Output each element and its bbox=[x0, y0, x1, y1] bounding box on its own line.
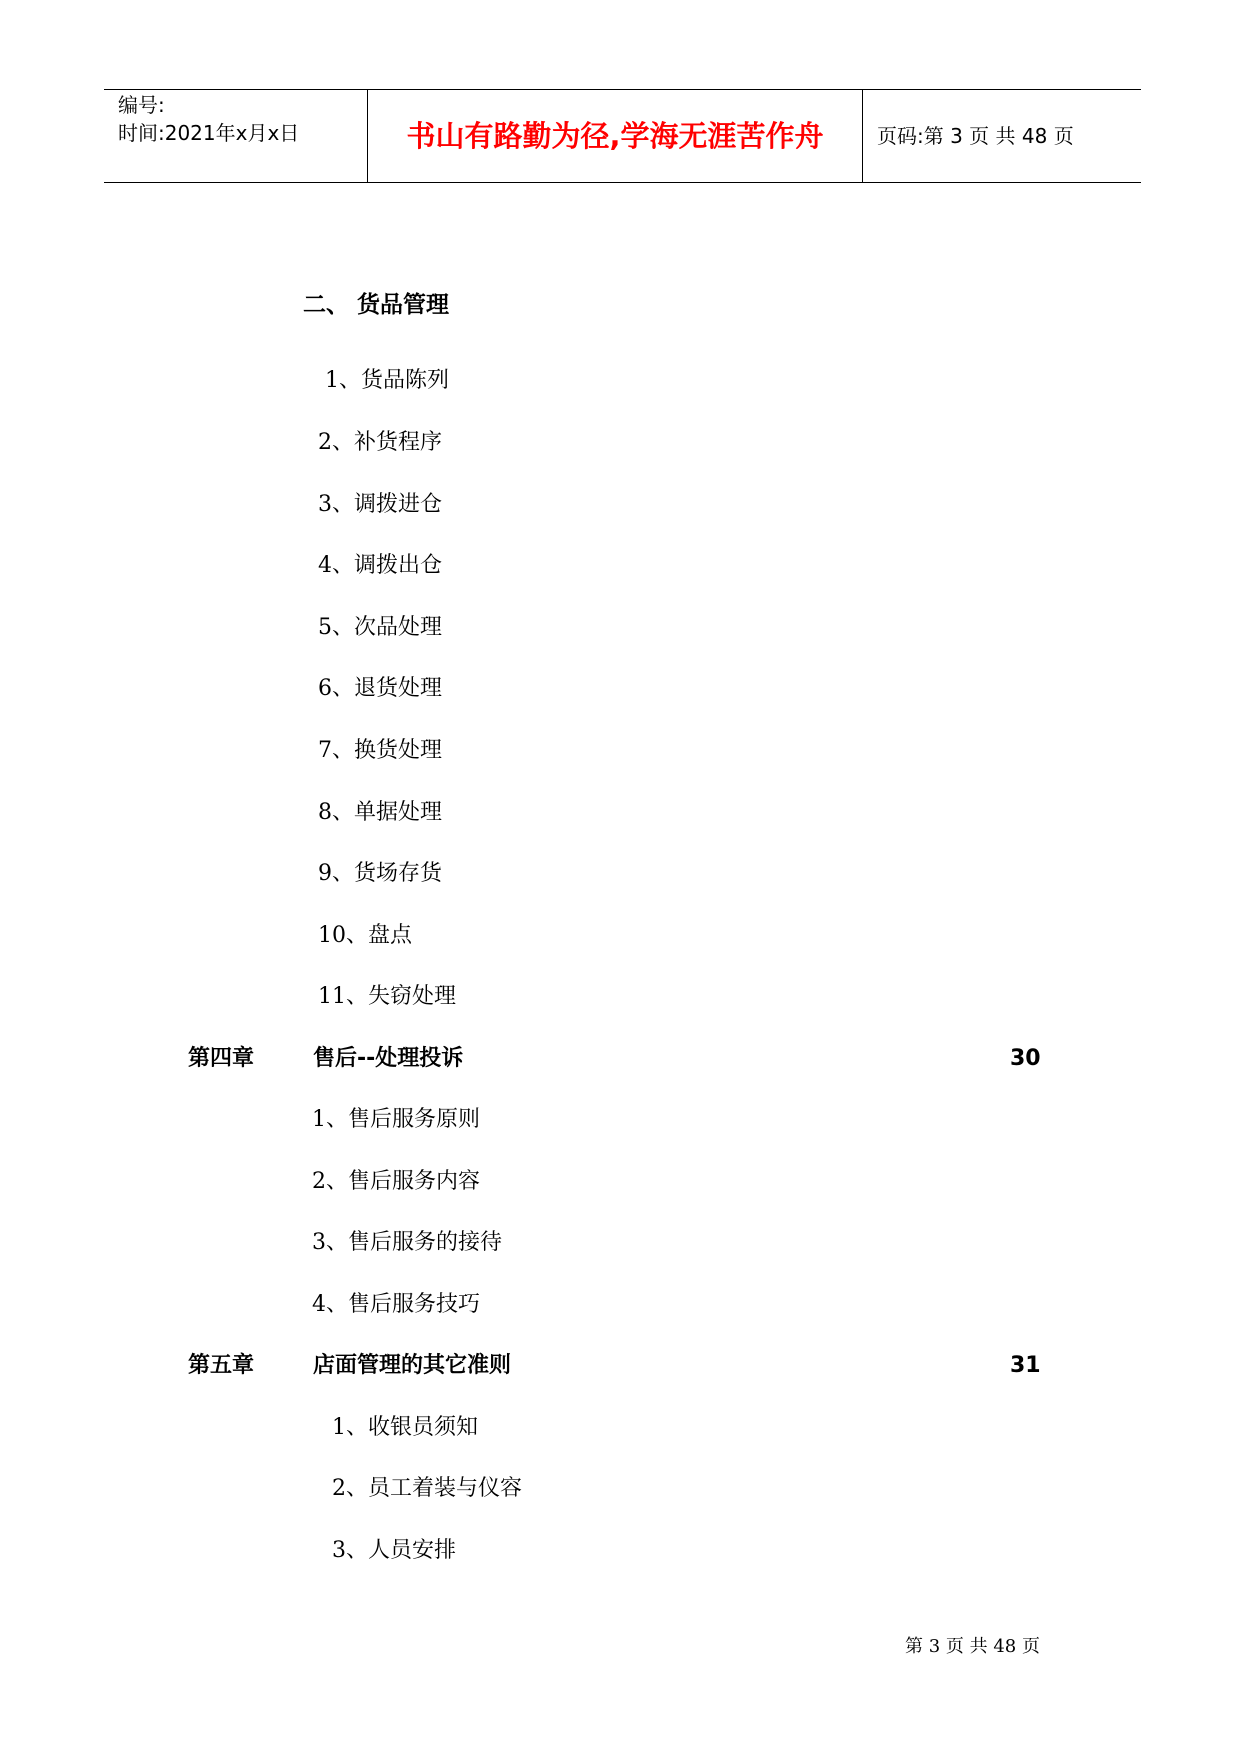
toc-item: 2、补货程序 bbox=[318, 430, 442, 455]
toc-item: 1、货品陈列 bbox=[325, 368, 449, 393]
toc-item: 3、调拨进仓 bbox=[318, 492, 442, 517]
toc-item: 7、换货处理 bbox=[318, 738, 442, 763]
header-time-label: 时间:2021年x月x日 bbox=[118, 121, 300, 145]
toc-item: 4、售后服务技巧 bbox=[312, 1292, 480, 1317]
header-motto: 书山有路勤为径,学海无涯苦作舟 bbox=[406, 119, 824, 153]
header-number-label: 编号: bbox=[118, 93, 165, 117]
header-motto-cell bbox=[368, 90, 863, 182]
chapter-five-label: 第五章 bbox=[188, 1353, 255, 1378]
chapter-four-label: 第四章 bbox=[188, 1046, 255, 1071]
header-meta-cell bbox=[104, 90, 368, 182]
header-page-code: 页码:第 3 页 共 48 页 bbox=[877, 124, 1074, 148]
toc-item: 5、次品处理 bbox=[318, 615, 442, 640]
toc-item: 1、售后服务原则 bbox=[312, 1107, 480, 1132]
page-footer: 第 3 页 共 48 页 bbox=[905, 1636, 1040, 1657]
header-page-cell bbox=[863, 90, 1141, 182]
chapter-four-title: 售后--处理投诉 bbox=[313, 1046, 464, 1071]
toc-item: 1、收银员须知 bbox=[332, 1415, 478, 1440]
toc-item: 2、售后服务内容 bbox=[312, 1169, 480, 1194]
chapter-four-page: 30 bbox=[1010, 1046, 1041, 1071]
toc-item: 3、售后服务的接待 bbox=[312, 1230, 502, 1255]
toc-item: 11、失窃处理 bbox=[318, 984, 456, 1009]
toc-item: 2、员工着装与仪容 bbox=[332, 1476, 522, 1501]
toc-item: 6、退货处理 bbox=[318, 676, 442, 701]
page-header bbox=[104, 89, 1141, 183]
toc-item: 4、调拨出仓 bbox=[318, 553, 442, 578]
toc-item: 3、人员安排 bbox=[332, 1538, 456, 1563]
toc-item: 8、单据处理 bbox=[318, 800, 442, 825]
chapter-five-page: 31 bbox=[1010, 1353, 1041, 1378]
section-two-title: 二、 货品管理 bbox=[303, 292, 450, 318]
toc-item: 10、盘点 bbox=[318, 923, 412, 948]
toc-item: 9、货场存货 bbox=[318, 861, 442, 886]
chapter-five-title: 店面管理的其它准则 bbox=[313, 1353, 512, 1378]
